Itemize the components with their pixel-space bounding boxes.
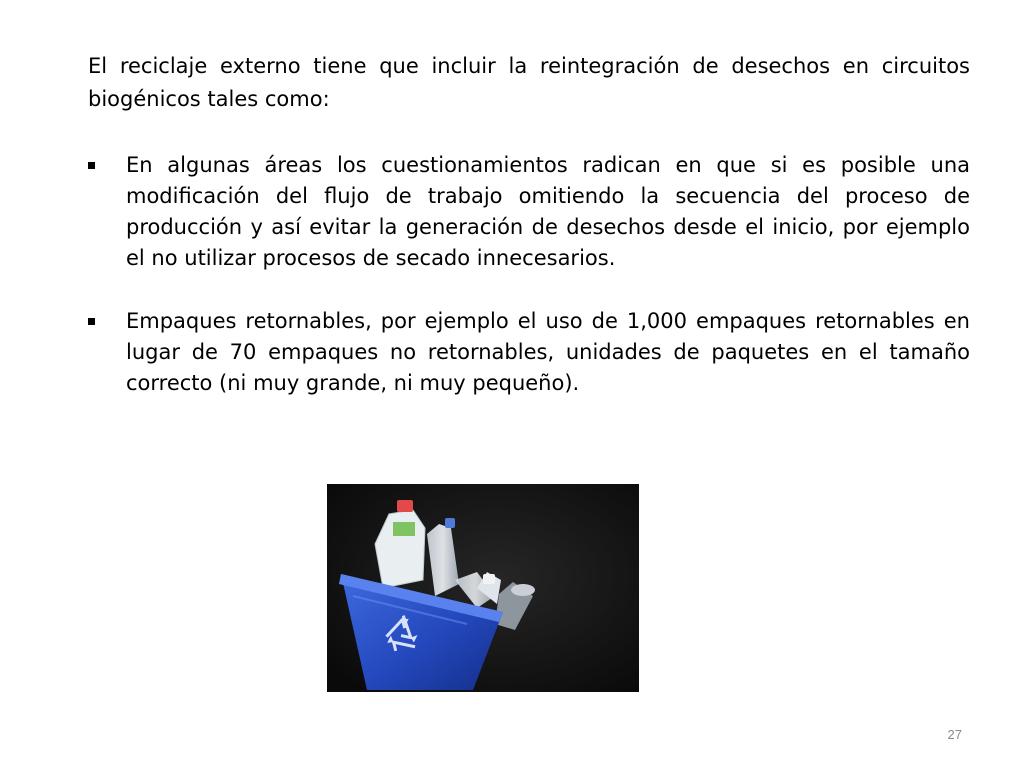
square-bullet-icon: [88, 318, 95, 325]
page-number: 27: [947, 727, 962, 742]
bullet-list: [88, 150, 970, 431]
bullet-item: [88, 306, 970, 399]
bullet-text: Empaques retornables, por ejemplo el uso de 1,000 empaques retornables en lugar de 70 empaques no retornables, unidades de paquetes en el tamaño correcto (ni muy grande, ni muy pequeño).: [126, 309, 970, 395]
square-bullet-icon: [88, 162, 95, 169]
intro-paragraph: El reciclaje externo tiene que incluir la reintegración de desechos en circuitos biogénicos tales como:: [88, 54, 970, 111]
bullet-text: En algunas áreas los cuestionamientos radican en que si es posible una modificación del flujo de trabajo omitiendo la secuencia del proceso de producción y así evitar la generación de desechos desde el inicio, por ejemplo el no utilizar procesos de secado innecesarios.: [126, 153, 970, 270]
recycle-bin-photo: [327, 484, 639, 692]
bullet-item: [88, 150, 970, 274]
